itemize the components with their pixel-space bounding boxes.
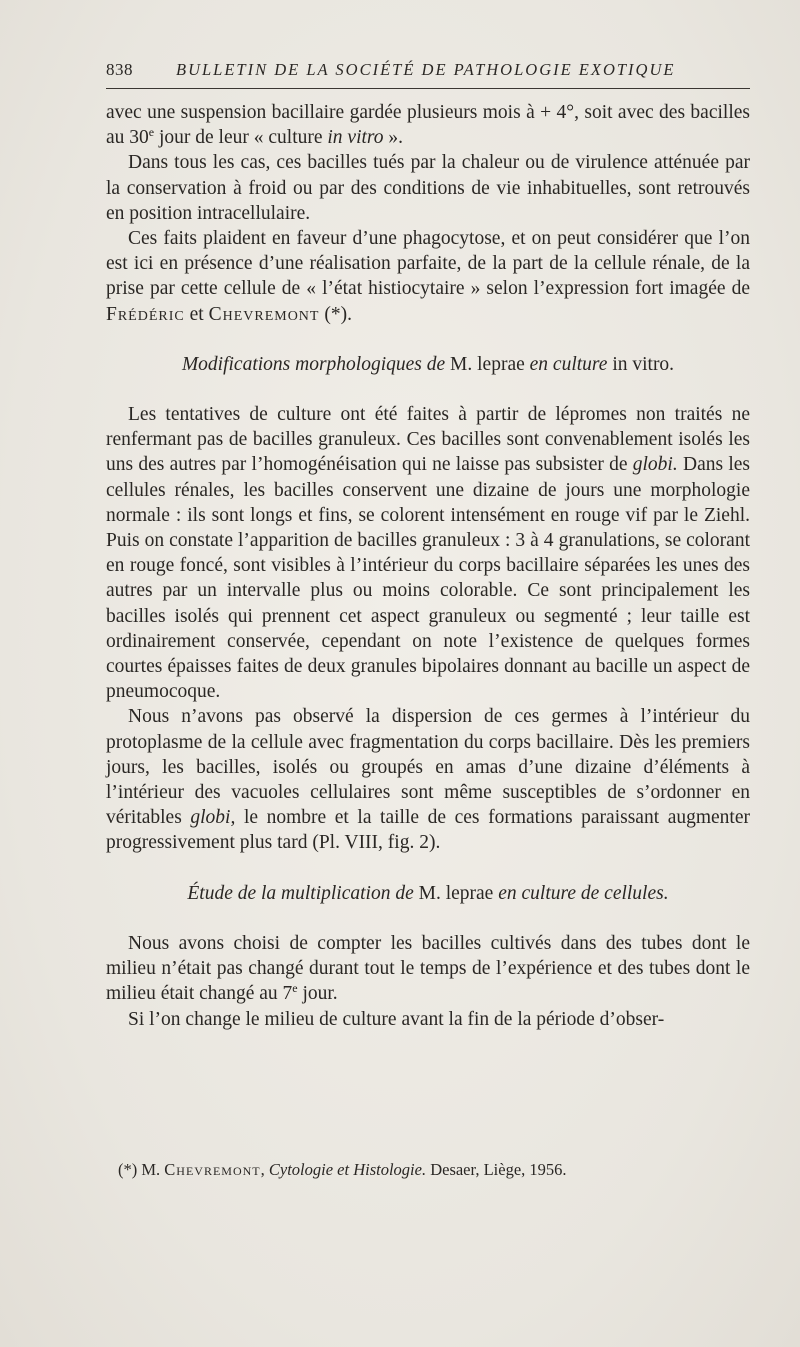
footnote (118, 1159, 750, 1181)
paragraph-1-text-a: avec une suspension bacillaire gardée plusieurs mois à + 4°, soit avec des bacilles au 30 (106, 102, 750, 149)
running-title: BULLETIN DE LA SOCIÉTÉ DE PATHOLOGIE EXOTIQUE (176, 60, 676, 79)
footnote-separator: , (260, 1160, 269, 1179)
paragraph-3 (106, 226, 750, 327)
section-heading-morphology (106, 352, 750, 377)
paragraph-7: Si l’on change le milieu de culture avant la fin de la période d’obser- (128, 1008, 665, 1030)
page-number: 838 (106, 60, 133, 79)
paragraph-1-text-c: ». (383, 127, 404, 149)
section-heading-multiplication-c: en culture de cellules. (498, 882, 669, 904)
running-header (106, 58, 750, 89)
paragraph-3-text-b: et (184, 303, 209, 325)
paragraph-5-text-a: Nous n’avons pas observé la dispersion de ces germes à l’intérieur du protoplasme de la cellule avec fragmentation du corps bacillaire. Dès les premiers jours, les bacilles, isolés ou groupés en amas d’une dizaine d’éléments à l’intérieur des vacuoles cellulaires sont même susceptibles de s’ordonner en véritables (106, 706, 750, 829)
section-heading-morphology-c: en culture (529, 353, 608, 375)
paragraph-1-text-b: jour de leur « culture (154, 127, 328, 149)
paragraph-5-italic: globi, (190, 807, 236, 829)
author-name-frederic: Frédéric (106, 303, 185, 325)
paragraph-4-text-b: Dans les cellules rénales, les bacilles conservent une dizaine de jours une morphologie normale : ils sont longs et fins, se colorent intensément en rouge vif par le Ziehl. Puis on constate l’apparition de bacilles granuleux : 3 à 4 granulations, se colorant en rouge foncé, sont visibles à l’intérieur du corps bacillaire séparées les unes des autres par un intervalle plus ou moins colorable. Ce sont principalement les bacilles isolés qui prennent cet aspect granuleux ou segmenté ; leur taille est ordinairement conservée, cependant on note l’existence de quelques formes courtes épaisses faites de deux granules bipolaires donnant au bacille un aspect de pneumocoque. (106, 454, 750, 703)
paragraph-2: Dans tous les cas, ces bacilles tués par la chaleur ou de virulence atténuée par la conservation à froid ou par des conditions de vie inhabituelles, sont retrouvés en position intracellulaire. (106, 152, 750, 224)
section-heading-multiplication (106, 881, 750, 906)
ordinal-superscript-2: e (292, 981, 298, 996)
paragraph-1-italic: in vitro (327, 127, 384, 149)
section-heading-morphology-d: in vitro. (607, 353, 675, 375)
footnote-marker: (*) M. (118, 1160, 165, 1179)
author-name-chevremont: Chevremont (208, 303, 320, 325)
paragraph-4 (106, 402, 750, 704)
paragraph-4-text-a: Les tentatives de culture ont été faites à partir de lépromes non traités ne renfermant pas de bacilles granuleux. Ces bacilles sont convenablement isolés les uns des autres par l’homogénéisation qui ne laisse pas subsister de (106, 404, 750, 476)
paragraph-3-text-a: Ces faits plaident en faveur d’une phagocytose, et on peut considérer que l’on est ici en présence d’une réalisation parfaite, de la part de la cellule rénale, de la prise par cette cellule de « l’état histiocytaire » selon l’expression fort imagée de (106, 228, 750, 300)
footnote-title: Cytologie et Histologie. (268, 1160, 427, 1179)
paragraph-6 (106, 931, 750, 1007)
paragraph-6-text-a: Nous avons choisi de compter les bacilles cultivés dans des tubes dont le milieu n’était pas changé durant tout le temps de l’expérience et des tubes dont le milieu était changé au 7 (106, 932, 750, 1005)
footnote-rest: Desaer, Liège, 1956. (426, 1160, 567, 1179)
footnote-author: Chevremont (164, 1160, 261, 1179)
paragraph-3-text-c: (*). (319, 303, 352, 325)
paragraph-5-text-b: le nombre et la taille de ces formations paraissant augmenter progressivement plus tard (Pl. VIII, fig. 2). (106, 807, 750, 854)
article-body (106, 100, 750, 1032)
paragraph-6-text-b: jour. (297, 983, 338, 1005)
ordinal-superscript: e (148, 125, 155, 140)
paragraph-1 (106, 100, 750, 150)
paragraph-5 (106, 704, 750, 855)
paragraph-4-italic: globi. (632, 454, 678, 476)
section-heading-multiplication-b: M. leprae (413, 882, 499, 904)
section-heading-multiplication-a: Étude de la multiplication de (187, 882, 414, 904)
section-heading-morphology-a: Modifications morphologiques de (181, 353, 446, 375)
section-heading-morphology-b: M. leprae (445, 353, 530, 375)
